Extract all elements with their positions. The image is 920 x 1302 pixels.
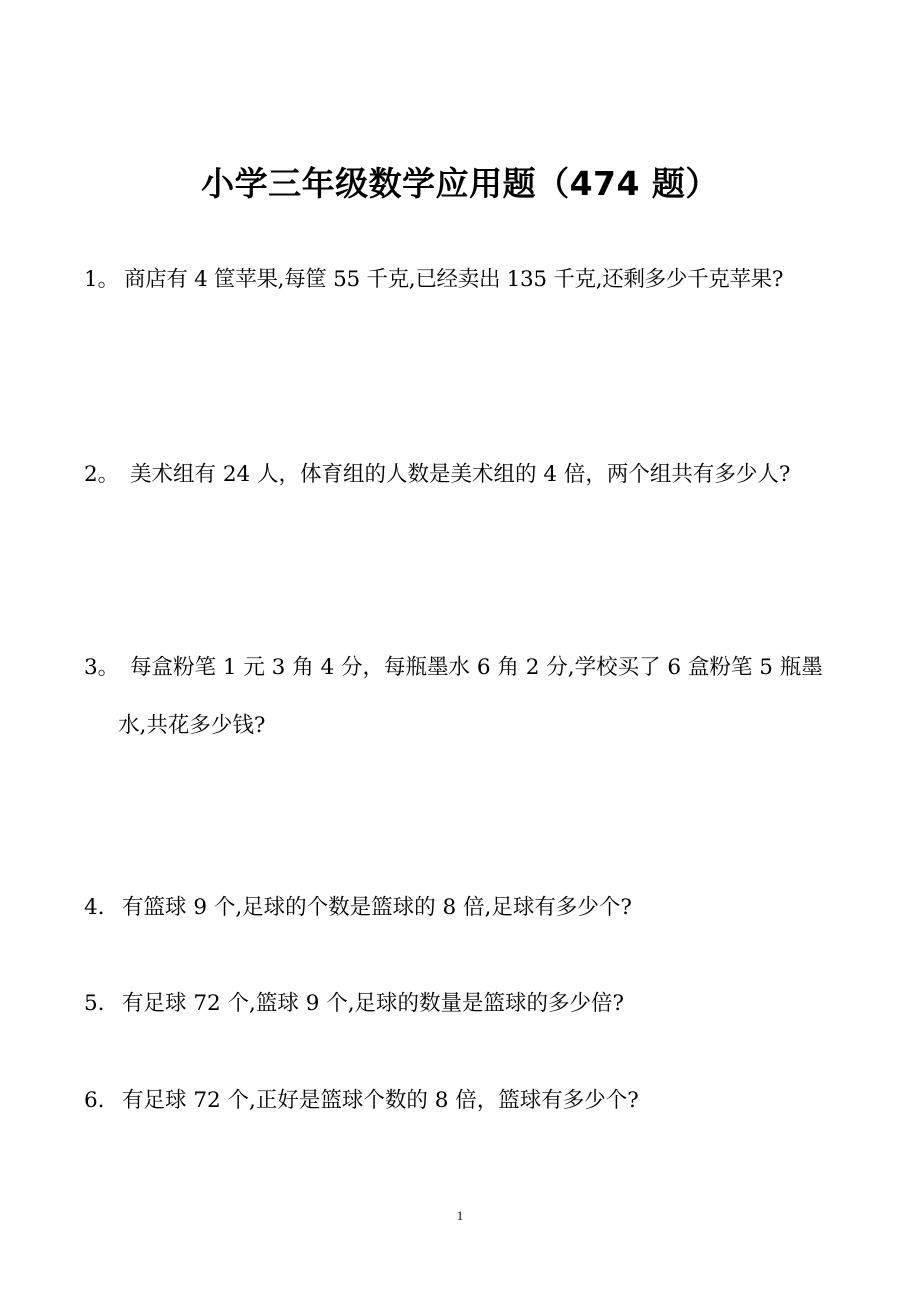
question-item bbox=[84, 251, 844, 309]
page-number: 1 bbox=[456, 1208, 464, 1223]
question-text: 美术组有 24 人，体育组的人数是美术组的 4 倍，两个组共有多少人? bbox=[130, 462, 791, 487]
question-text: 有篮球 9 个,足球的个数是篮球的 8 倍,足球有多少个? bbox=[122, 895, 632, 920]
question-text: 每盒粉笔 1 元 3 角 4 分，每瓶墨水 6 角 2 分,学校买了 6 盒粉笔 5 瓶墨水,共花多少钱? bbox=[118, 655, 823, 738]
document-title: 小学三年级数学应用题（474 题） bbox=[201, 164, 719, 203]
question-number: 5. bbox=[84, 991, 105, 1016]
question-item bbox=[84, 446, 844, 504]
question-text: 商店有 4 筐苹果,每筐 55 千克,已经卖出 135 千克,还剩多少千克苹果? bbox=[124, 267, 784, 292]
question-number: 3。 bbox=[84, 655, 120, 680]
question-number: 2。 bbox=[84, 462, 120, 487]
question-item bbox=[84, 639, 844, 755]
question-number: 6. bbox=[84, 1088, 105, 1113]
question-number: 4. bbox=[84, 895, 105, 920]
question-text: 有足球 72 个,正好是篮球个数的 8 倍，篮球有多少个? bbox=[122, 1088, 639, 1113]
question-item bbox=[84, 879, 844, 937]
question-number: 1。 bbox=[84, 267, 120, 292]
question-item bbox=[84, 1072, 844, 1130]
question-item bbox=[84, 975, 844, 1033]
question-text: 有足球 72 个,篮球 9 个,足球的数量是篮球的多少倍? bbox=[122, 991, 625, 1016]
